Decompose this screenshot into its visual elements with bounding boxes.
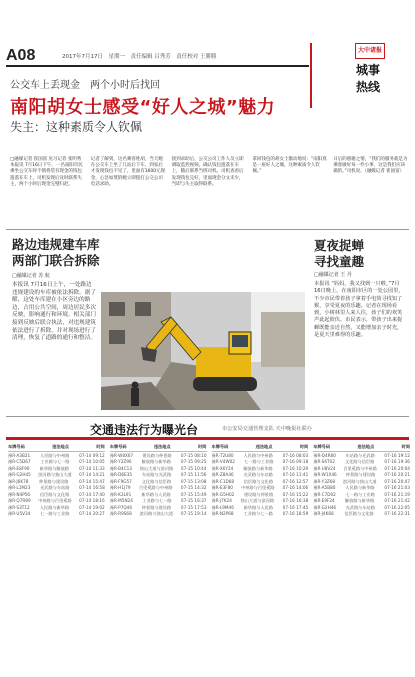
table-cell: 豫R·B4C13 [109,465,132,471]
table-cell: 07-16 09:18 [282,459,309,464]
cicada-title-line2: 寻找童趣 [314,254,365,269]
traffic-title-bar [6,437,409,440]
table-cell: 七一路与工业路 [345,491,375,497]
table-cell: 百里奚路与中州路 [138,485,173,490]
demolition-title-line1: 路边违规建车库 [12,237,100,252]
table-cell: 豫R·U5V34 [8,511,31,516]
table-cell: 信臣路与文化路 [39,491,70,497]
table-cell: 中州路与百里奚路 [241,485,275,490]
cicada-byline: □融媒记者 王 丹 [314,272,352,278]
violation-table-header [110,444,207,452]
table-cell: 人民路与新华路 [345,485,375,490]
table-cell: 豫R·C1D68 [211,478,235,484]
table-cell: 豫R·Y2Z90 [109,459,132,464]
table-cell: 文化路与信臣路 [141,478,172,484]
lead-headline: 南阳胡女士感受“好人之城”魅力 [10,97,276,118]
table-row [212,511,309,518]
table-header-cell: 时间 [198,444,207,449]
table-cell: 豫R·R9S68 [109,511,132,516]
table-cell: 豫R·E8F90 [8,465,30,471]
lead-column: 接到求助后，公交公司工作人员立即调取监控视频，确认钱包遗落在车上，随后联系当班司机。司机查看后发现钱包完好，里面现金分文未少，当即与失主取得联系。 [171,157,244,187]
table-cell: 07-14 10:05 [79,459,105,464]
table-cell: 人民路与新华路 [39,504,70,510]
table-cell: 解放路与新华路 [243,465,273,471]
table-row [313,511,410,518]
table-cell: 人民路与中州路 [40,452,70,458]
table-cell: 07-16 16:38 [282,498,309,503]
table-cell: 07-16 19:36 [384,459,410,464]
table-cell: 07-15 17:53 [180,504,207,510]
cicada-title [314,238,364,270]
table-cell: 豫R·J4K68 [313,511,334,516]
table-cell: 07-15 09:25 [180,459,207,464]
table-cell: 07-15 11:56 [180,472,207,477]
cicada-body: 本报讯 “妈妈，我又找到一只啦。”7月16日晚上，在南阳市区的一处公园里，不少市民带着孩子拿着手电筒寻找知了猴，享受夏夜的乐趣。记者在现场看到，小树林里人来人往，孩子们的欢笑声此起彼伏。市民表示，带孩子出来捉蝉既能亲近自然，又能增加亲子时光，是夏天里难得的乐趣。 [314,281,404,339]
table-cell: 豫R·W8X67 [109,452,134,458]
table-cell: 工业路与七一路 [40,459,70,464]
table-cell: 解放路与新华路 [344,498,375,503]
table-cell: 豫R·E9F24 [313,498,335,503]
table-cell: 七一路与工业路 [40,511,70,516]
table-cell: 豫R·E3F80 [211,485,233,490]
table-header-cell: 车牌号码 [313,444,331,449]
violation-table [110,444,207,664]
table-header-cell: 车牌号码 [109,444,127,449]
table-cell: 豫R·V4W02 [211,459,235,464]
table-cell: 新华路与人民路 [243,504,273,510]
table-cell: 豫R·G5H02 [211,491,235,497]
table-cell: 百里奚路与中州路 [343,465,377,471]
violation-tables [8,444,410,664]
table-cell: 新华路与解放路 [39,465,69,471]
table-cell: 07-15 15:49 [180,491,207,497]
table-row [8,511,105,518]
table-cell: 豫R·T2U80 [211,452,234,458]
demolition-byline: □融媒记者 苏 航 [12,273,50,279]
table-cell: 07-16 21:42 [384,498,410,503]
table-cell: 07-16 10:29 [282,465,309,471]
header-date-line: 2017年7月17日 星期一 责任编辑 吕秀芳 责任校对 王勝勝 [62,54,217,60]
table-cell: 文化路与信臣路 [344,459,375,464]
table-cell: 豫R·Z8A46 [211,472,234,477]
table-cell: 滨河路与独山大道 [38,472,72,477]
table-cell: 豫R·Q4R80 [313,452,336,458]
table-cell: 07-14 14:21 [79,472,105,477]
section-label [346,62,390,106]
table-cell: 07-15 16:37 [180,498,207,503]
table-cell: 建设路与仲景路 [243,491,274,497]
table-cell: 滨河路与独山大道 [139,511,174,516]
violation-table [212,444,309,664]
table-cell: 07-15 10:44 [180,465,207,471]
table-cell: 07-16 15:22 [282,491,309,497]
table-cell: 07-16 21:19 [384,491,410,497]
table-cell: 豫R·K3L91 [109,491,132,497]
table-cell: 07-16 17:45 [282,504,309,510]
lead-body [10,157,408,223]
table-cell: 07-16 08:03 [282,452,309,458]
table-cell: 07-14 15:47 [79,478,105,484]
cicada-title-line1: 夏夜捉蝉 [314,238,365,253]
table-cell: 07-14 17:40 [79,491,105,497]
table-header-cell: 时间 [299,444,309,449]
table-cell: 豫R·C5D67 [8,459,31,464]
table-cell: 光武路与车站路 [40,485,70,490]
table-cell: 仲景路与建设路 [141,504,172,510]
table-cell: 光武路与车站路 [345,504,375,510]
lead-column: 拿回钱包的胡女士激动地说：“南阳真是一座好人之城，这种素质令人钦佩。” [252,157,327,175]
section-rule [6,229,409,230]
table-cell: 07-14 20:27 [79,511,105,516]
table-cell: 仲景路与建设路 [345,472,376,477]
table-cell: 豫R·N4P56 [8,491,31,497]
table-cell: 豫R·F9G57 [109,478,132,484]
violation-table [8,444,105,664]
violation-table [313,444,410,664]
page-number: A08 [6,47,36,64]
demolition-title-line2: 两部门联合拆除 [12,253,100,268]
table-cell: 光武路与车站路 [243,472,273,477]
table-cell: 豫R·C7D02 [313,491,336,497]
table-cell: 07-16 18:59 [282,511,309,516]
table-cell: 解放路与新华路 [141,459,171,464]
table-cell: 07-16 20:47 [384,478,410,484]
section-label-line1: 城事 [355,63,380,77]
table-cell: 车站路与光武路 [141,472,172,477]
table-cell: 豫R·W1X46 [313,472,337,477]
table-header-cell: 违法地点 [52,444,69,449]
table-cell: 新华路与人民路 [141,491,171,497]
table-cell: 07-14 16:58 [79,485,105,490]
worker-figure [131,388,139,406]
table-cell: 豫R·U8V24 [313,465,336,471]
table-cell: 07-16 22:05 [384,504,410,510]
demolition-body: 本报讯 7月16日上午，一处路边违规建设的车库被依法拆除。据了解，这处车库建在小区旁边的路边，占用公共空间，周边居民多次反映，影响通行和环境。相关部门接到反映后联合执法，对违规建筑依法进行了拆除，并对现场进行了清理，恢复了道路的通行和整洁。 [12,282,96,342]
table-cell: 07-16 21:03 [384,485,410,490]
lead-column: □融媒记者 崔国富 见习记者 张明秀 本报讯 7月16日下午，一名南阳市民乘坐公交车时不慎将装有现金的钱包遗落在车上，司机发现后及时联系失主，两个小时后现金完璧归赵。 [10,157,86,187]
table-cell: 07-16 14:06 [282,485,309,490]
table-cell: 独山大道与滨河路 [139,465,174,471]
table-cell: 车站路与光武路 [345,452,375,458]
traffic-section-title: 交通违法行为曝光台 [90,423,199,437]
building-window [109,330,125,344]
table-cell: 豫R·M5N24 [109,498,133,503]
table-header-cell: 违法地点 [153,444,171,449]
table-cell: 豫R·G2H46 [313,504,337,510]
table-cell: 豫R·P7Q46 [109,504,132,510]
table-cell: 独山大道与滨河路 [240,498,275,503]
table-cell: 07-16 20:04 [384,465,410,471]
table-cell: 中州路与百里奚路 [38,498,72,503]
table-cell: 07-16 11:41 [282,472,309,477]
demolition-title [12,237,100,269]
traffic-section-subtitle: 市公安局交通管理支队 天中晚报社联办 [222,426,312,432]
table-cell: 07-16 12:57 [282,478,309,484]
table-cell: 豫R·S6T02 [313,459,335,464]
table-cell: 信臣路与文化路 [344,511,374,516]
lead-kicker: 公交车上丢现金 两个小时后找回 [10,80,160,91]
table-cell: 豫R·D6E35 [109,472,133,477]
building-window [135,302,151,316]
table-cell: 豫R·S3T12 [8,504,30,510]
table-cell: 07-14 18:16 [79,498,105,503]
table-cell: 豫R·J7K24 [211,498,232,503]
table-cell: 豫R·L9M46 [211,504,234,510]
table-cell: 07-15 08:10 [180,452,207,458]
top-rule [6,65,309,67]
background-building [261,312,305,367]
table-cell: 07-15 13:08 [180,478,207,484]
table-cell: 七一路与工业路 [244,459,274,464]
lead-subhead: 失主：这种素质令人钦佩 [10,120,143,134]
table-cell: 建设路与仲景路 [142,452,172,458]
excavator-photo [101,292,305,410]
excavator-track [193,377,257,391]
table-cell: 07-16 20:21 [384,472,410,477]
table-cell: 滨河路与独山大道 [343,478,377,484]
table-cell: 豫R·X6Y24 [211,465,234,471]
table-cell: 豫R·N2P68 [211,511,234,516]
table-cell: 工业路与七一路 [142,498,172,503]
table-cell: 豫R·J6K78 [8,478,29,484]
table-cell: 07-15 14:32 [180,485,207,490]
section-label-line2: 热线 [355,80,380,94]
table-cell: 豫R·A5B80 [313,485,336,490]
table-cell: 工业路与七一路 [243,511,273,516]
building-window [109,302,125,316]
table-cell: 豫R·A3B21 [8,452,31,458]
table-cell: 07-15 19:14 [180,511,207,516]
table-cell: 仲景路与建设路 [39,478,69,484]
table-cell: 信臣路与文化路 [243,478,274,484]
lead-column: 记者了解到，这名乘客姓胡，当天她在公交车上坐了几站后下车，到家后才发现钱包不见了，里面有1600元现金，心急如焚的她立即拨打公交公司电话求助。 [90,157,166,187]
table-header-cell: 车牌号码 [211,444,229,449]
section-rule [6,416,409,417]
table-header-cell: 时间 [401,444,410,449]
photo-top-space [101,237,305,292]
excavator-window [232,335,248,347]
table-cell: 豫R·H1J79 [109,485,131,490]
violation-table-header [313,444,410,452]
table-cell: 07-14 09:12 [79,452,105,458]
table-header-cell: 时间 [96,444,105,449]
table-header-cell: 违法地点 [357,444,375,449]
lead-column: 日后的感谢之情，“我们的服务就是为乘客做好每一件小事，这是我们应该做的。”司机说。（融媒记者 崔国富） [333,157,408,175]
table-cell: 豫R·L1M23 [8,485,31,490]
section-divider [310,43,312,108]
table-row [110,511,207,518]
table-cell: 07-14 11:33 [79,465,105,471]
table-cell: 07-16 19:12 [384,452,410,458]
table-cell: 豫R·Q7R89 [8,498,31,503]
violation-table-header [8,444,105,452]
table-cell: 豫R·G2H45 [8,472,31,477]
publisher-tag: 大中诸报 [355,43,385,59]
violation-table-header [212,444,309,452]
table-cell: 豫R·Y3Z68 [313,478,336,484]
table-cell: 07-14 19:02 [79,504,105,510]
table-cell: 07-16 22:31 [384,511,410,516]
table-header-cell: 违法地点 [255,444,273,449]
table-cell: 人民路与中州路 [243,452,273,458]
table-header-cell: 车牌号码 [8,444,25,449]
worker-head [132,382,139,389]
